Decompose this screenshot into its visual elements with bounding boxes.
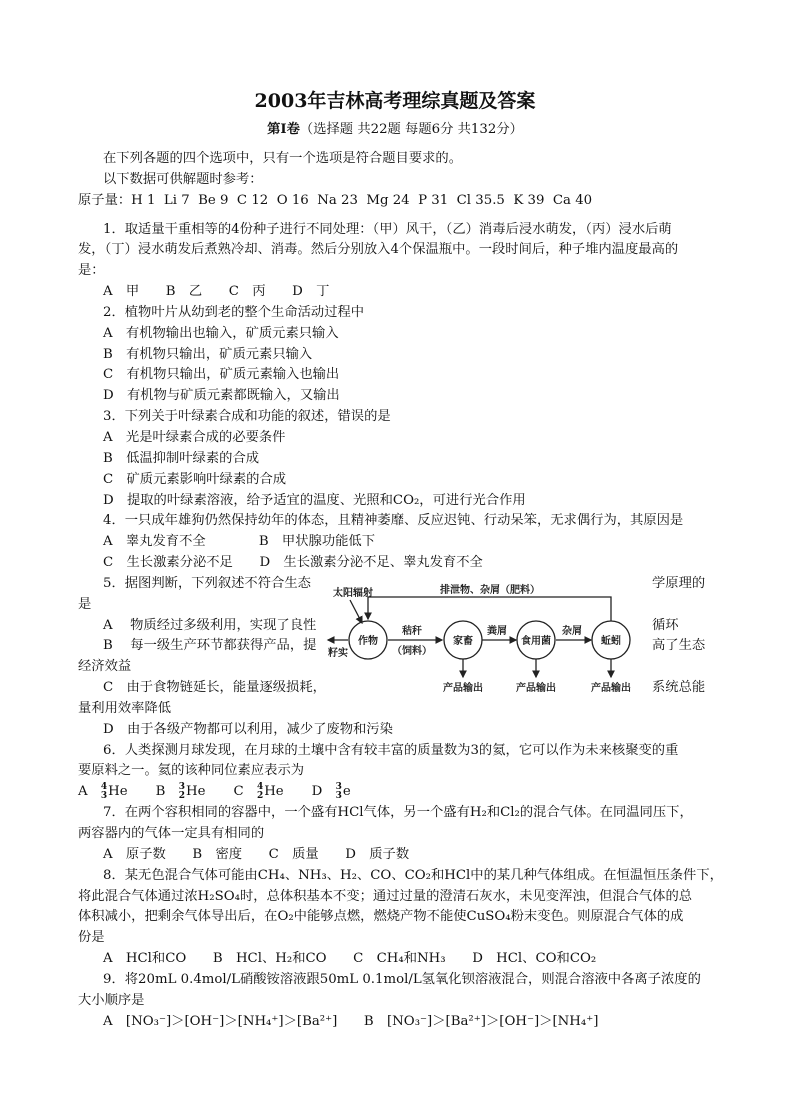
mass-number: 3 [335, 781, 342, 792]
text-line [78, 261, 718, 282]
isotope-option [78, 782, 130, 803]
text-line [78, 845, 718, 866]
text-line [78, 699, 718, 720]
text-line [78, 991, 718, 1012]
element-symbol: He [264, 784, 284, 800]
text-line [78, 553, 718, 574]
output-label-3: 产品输出 [591, 683, 631, 694]
sun-label: 太阳辐射 [333, 588, 373, 599]
text-line [78, 803, 718, 824]
atomic-number: 3 [335, 790, 342, 801]
line-text: C 由于食物链延长，能量逐级损耗， [103, 680, 326, 696]
ecosystem-diagram [320, 580, 660, 700]
output-label-2: 产品输出 [516, 683, 556, 694]
line-text: 是 [78, 596, 92, 612]
isotope-notation [179, 782, 206, 803]
line-text: 体积减小，把剩余气体导出后，在O₂中能够点燃，燃烧产物不能使CuSO₄粉末变色。则原混合气体的成 [78, 909, 684, 925]
isotope-option [233, 782, 285, 803]
isotope-notation [101, 782, 128, 803]
line-text: C 矿质元素影响叶绿素的合成 [103, 471, 287, 487]
isotope-notation [257, 782, 284, 803]
line-text: A 原子数 B 密度 C 质量 D 质子数 [103, 846, 410, 862]
line-text: 7．在两个容积相同的容器中，一个盛有HCl气体，另一个盛有H₂和Cl₂的混合气体。在同温同压下， [103, 805, 693, 821]
line-text: D 提取的叶绿素溶液，给予适宜的温度、光照和CO₂，可进行光合作用 [103, 492, 526, 508]
top-flow-label: 排泄物、杂屑（肥料） [440, 585, 540, 596]
line-text: 2．植物叶片从幼到老的整个生命活动过程中 [103, 304, 365, 320]
atomic-number: 2 [178, 790, 185, 801]
text-line [78, 720, 718, 741]
section-subtitle [0, 118, 790, 137]
line-text: 将此混合气体通过浓H₂SO₄时，总体积基本不变；通过过量的澄清石灰水，未见变浑浊，但混合气体的总 [78, 888, 693, 904]
text-line [78, 511, 718, 532]
isotope-option [312, 782, 353, 803]
text-line [78, 907, 718, 928]
text-line [78, 491, 718, 512]
text-line [78, 1012, 718, 1033]
line-text: D 由于各级产物都可以利用，减少了废物和污染 [103, 721, 393, 737]
text-line [78, 324, 718, 345]
atomic-number: 2 [256, 790, 264, 801]
mass-number: 3 [178, 781, 185, 792]
manure-label: 粪屑 [487, 626, 507, 637]
fertilizer-return-arrow [368, 597, 611, 621]
line-text: 份是 [78, 930, 105, 946]
option-letter: C [233, 784, 244, 800]
sun-arrow [350, 600, 362, 623]
line-text: 以下数据可供解题时参考： [103, 171, 263, 187]
line-text-continued: 系统总能 [652, 680, 706, 696]
text-line [78, 220, 718, 241]
line-text-continued: 循环 [652, 617, 679, 633]
line-text: 3．下列关于叶绿素合成和功能的叙述，错误的是 [103, 409, 391, 425]
text-line [78, 824, 718, 845]
straw-label: 秸秆 [402, 626, 422, 637]
option-letter: D [311, 784, 323, 800]
line-text: B 每一级生产环节都获得产品，提 [103, 638, 317, 654]
text-line [78, 170, 718, 191]
earthworm-label: 蚯蚓 [601, 636, 621, 647]
line-text: A [NO₃⁻]＞[OH⁻]＞[NH₄⁺]＞[Ba²⁺] B [NO₃⁻]＞[Ba²⁺]＞[OH⁻]＞[NH₄⁺] [103, 1013, 599, 1029]
text-line [78, 949, 718, 970]
volume-detail: （选择题 共22题 每题6分 共132分） [299, 122, 523, 137]
text-line [78, 365, 718, 386]
mass-number: 4 [256, 781, 264, 792]
line-text: 在下列各题的四个选项中，只有一个选项是符合题目要求的。 [103, 151, 463, 166]
line-text: A HCl和CO B HCl、H₂和CO C CH₄和NH₃ D HCl、CO和CO₂ [103, 951, 597, 967]
text-line [78, 887, 718, 908]
text-line [78, 928, 718, 949]
line-text: D 有机物与矿质元素都既输入，又输出 [103, 388, 340, 404]
grain-label: 籽实 [328, 648, 348, 659]
line-text: 量利用效率降低 [78, 700, 172, 716]
isotope-option [156, 782, 208, 803]
line-text: 两容器内的气体一定具有相同的 [78, 826, 265, 841]
debris-label: 杂屑 [562, 626, 582, 637]
text-line [78, 970, 718, 991]
volume-label: 第Ⅰ卷 [267, 122, 300, 137]
option-letter: B [155, 784, 166, 800]
feed-label: （饲料） [392, 646, 432, 657]
option-letter: A [78, 784, 88, 800]
element-symbol: e [342, 784, 351, 800]
line-text: A 物质经过多级利用，实现了良性 [103, 617, 317, 633]
mushroom-label: 食用菌 [521, 636, 551, 647]
text-line [78, 303, 718, 324]
line-text: A 睾丸发育不全 B 甲状腺功能低下 [103, 534, 376, 550]
isotope-options [78, 782, 718, 803]
element-symbol: He [185, 784, 206, 800]
crop-label: 作物 [358, 636, 378, 647]
line-text: 4．一只成年雄狗仍然保持幼年的体态，且精神萎靡、反应迟钝、行动呆笨，无求偶行为，其原因是 [103, 513, 684, 529]
line-text: 8．某无色混合气体可能由CH₄、NH₃、H₂、CO、CO₂和HCl中的某几种气体组成。在恒温恒压条件下， [103, 867, 723, 883]
line-text: 要原料之一。氦的该种同位素应表示为 [78, 763, 305, 779]
isotope-notation [336, 782, 351, 803]
line-text-continued: 学原理的 [652, 575, 706, 591]
text-line [78, 282, 718, 303]
line-text: 5．据图判断，下列叙述不符合生态 [103, 575, 311, 591]
atomic-number: 3 [100, 790, 108, 801]
line-text: C 有机物只输出，矿质元素输入也输出 [103, 367, 340, 383]
element-symbol: He [108, 784, 128, 800]
line-text: 原子量：H 1 Li 7 Be 9 C 12 O 16 Na 23 Mg 24 P 31 Cl 35.5 K 39 Ca 40 [78, 192, 593, 208]
text-line [78, 191, 718, 212]
text-line [78, 345, 718, 366]
text-line [78, 532, 718, 553]
line-text: B 低温抑制叶绿素的合成 [103, 450, 260, 466]
line-text: A 甲 B 乙 C 丙 D 丁 [103, 284, 330, 300]
line-text: A 有机物输出也输入，矿质元素只输入 [103, 325, 339, 341]
text-line [78, 240, 718, 261]
line-text: A 光是叶绿素合成的必要条件 [103, 429, 286, 445]
line-text: 是： [78, 263, 105, 279]
text-line [78, 866, 723, 887]
livestock-label: 家畜 [453, 636, 473, 647]
line-text: 1．取适量干重相等的4份种子进行不同处理：（甲）风干，（乙）消毒后浸水萌发，（丙）浸水后萌 [103, 221, 672, 237]
line-text: 6．人类探测月球发现，在月球的土壤中含有较丰富的质量数为3的氦，它可以作为未来核聚变的重 [103, 742, 679, 758]
line-text: 9．将20mL 0.4mol/L硝酸铵溶液跟50mL 0.1mol/L氢氧化钡溶液混合，则混合溶液中各离子浓度的 [103, 971, 701, 987]
line-text: 发，（丁）浸水萌发后煮熟冷却、消毒。然后分别放入4个保温瓶中。一段时间后，种子堆内温度最高的 [78, 242, 679, 258]
output-label-1: 产品输出 [443, 683, 483, 694]
line-text: B 有机物只输出，矿质元素只输入 [103, 346, 313, 362]
line-text-continued: 高了生态 [652, 638, 706, 654]
text-line [78, 386, 718, 407]
text-line [78, 470, 718, 491]
text-line [78, 428, 718, 449]
mass-number: 4 [100, 781, 108, 792]
line-text: 经济效益 [78, 659, 132, 675]
text-line [78, 761, 718, 782]
text-line [78, 407, 718, 428]
text-line [78, 149, 718, 170]
page-title: 2003年吉林高考理综真题及答案 [254, 90, 536, 112]
line-text: 大小顺序是 [78, 992, 145, 1008]
text-line [78, 741, 718, 762]
text-line [78, 449, 718, 470]
line-text: C 生长激素分泌不足 D 生长激素分泌不足、睾丸发育不全 [103, 555, 483, 571]
